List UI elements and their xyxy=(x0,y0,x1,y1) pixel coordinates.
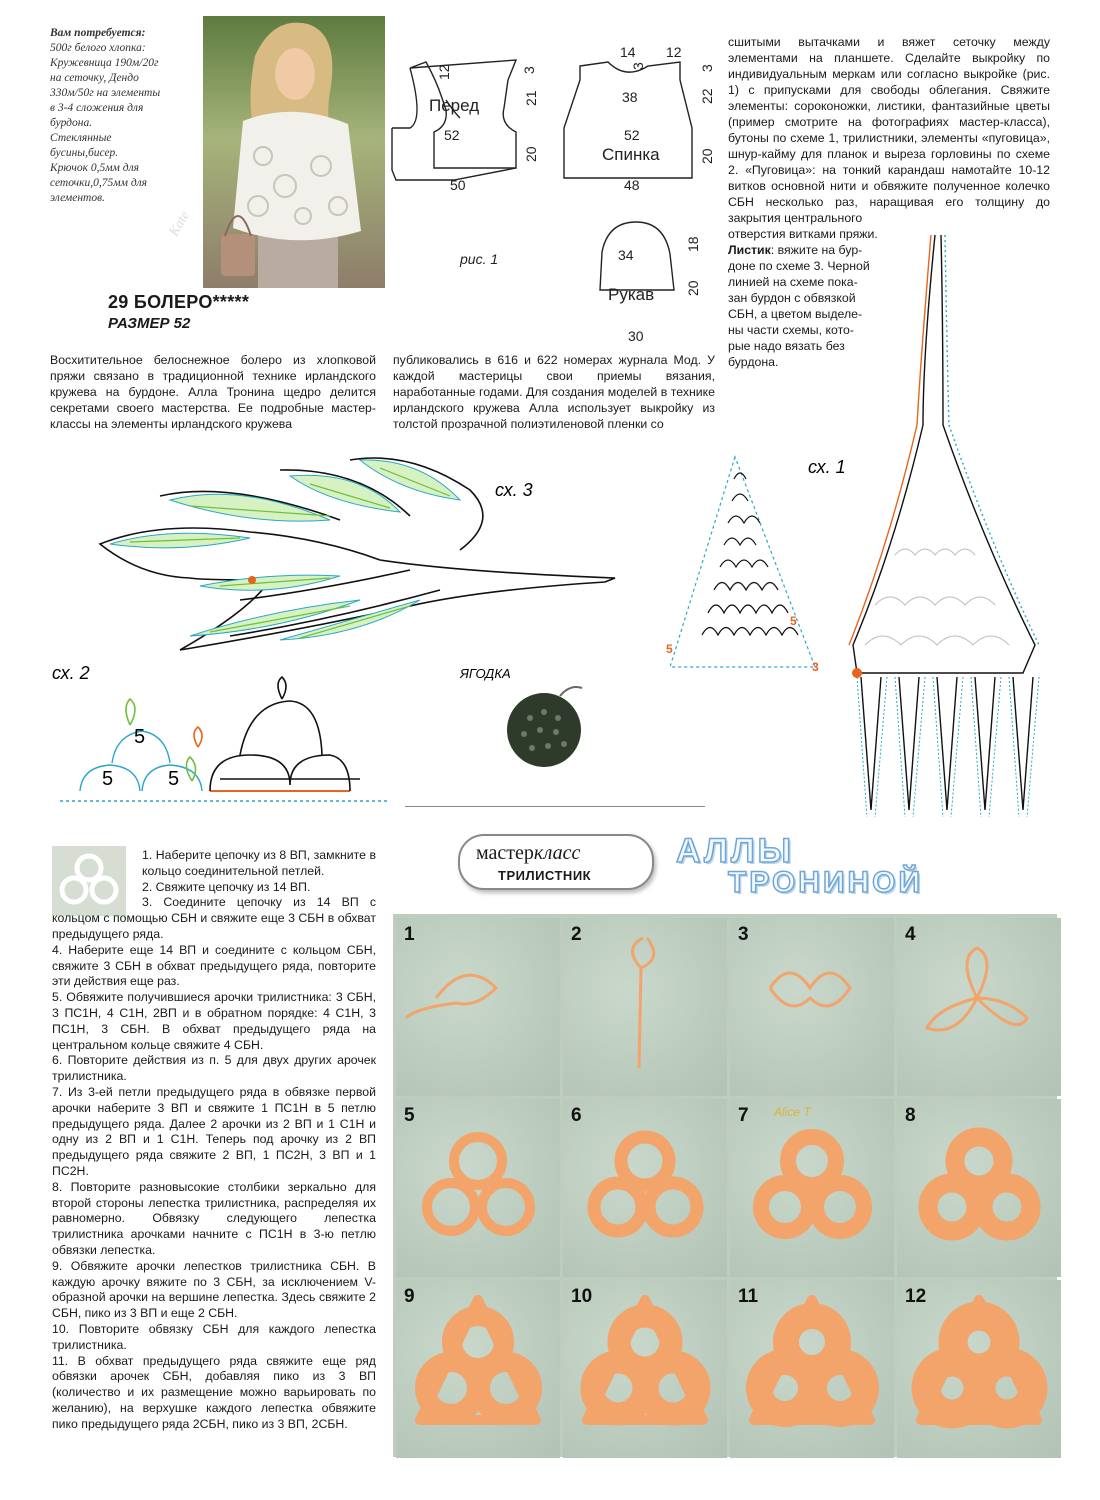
scheme-1-num: 5 xyxy=(666,642,673,656)
masterclass-word2: класс xyxy=(533,842,581,864)
step-photo xyxy=(563,1280,727,1458)
step-photo-number: 10 xyxy=(571,1286,593,1307)
sleeve-dim-20: 20 xyxy=(685,280,701,296)
step-photo xyxy=(730,1099,894,1277)
back-dim-12: 12 xyxy=(666,44,682,60)
materials-line: Крючок 0,5мм для xyxy=(50,162,139,174)
front-dim-21: 21 xyxy=(523,90,539,106)
step-photo xyxy=(897,918,1061,1096)
leaf-line: : вяжите на бур- xyxy=(770,243,863,257)
step-photo-number: 7 xyxy=(738,1105,749,1126)
back-dim-3b: 3 xyxy=(699,64,715,72)
masterclass-word1: мастер xyxy=(476,842,534,864)
step-photo xyxy=(396,1280,560,1458)
start-dot xyxy=(248,576,256,584)
front-dim-3: 3 xyxy=(521,66,537,74)
step-photo-number: 1 xyxy=(404,924,415,945)
leaf-line: зан бурдон с обвязкой xyxy=(728,291,856,305)
sleeve-dim-18: 18 xyxy=(685,236,701,252)
back-dim-22: 22 xyxy=(699,88,715,104)
front-dim-20: 20 xyxy=(523,146,539,162)
step-photo-art xyxy=(563,918,727,1096)
author-name-2: ТРОНИНОЙ xyxy=(728,866,924,899)
leaf-line: бурдона. xyxy=(728,355,779,369)
photo-watermark: Kate xyxy=(166,208,193,239)
materials-line: бусины,бисер. xyxy=(50,147,119,159)
step-item: 2. Свяжите цепочку из 14 ВП. xyxy=(142,879,311,894)
leaf-line: рые надо вязать без xyxy=(728,339,845,353)
materials-heading: Вам потребуется: xyxy=(50,27,146,39)
back-dim-14: 14 xyxy=(620,44,636,60)
step-photo xyxy=(730,1280,894,1458)
scheme-2-num: 5 xyxy=(134,726,146,748)
materials-line: сеточки,0,75мм для xyxy=(50,177,148,189)
sleeve-label: Рукав xyxy=(608,285,655,304)
project-size: РАЗМЕР 52 xyxy=(108,315,191,332)
back-dim-3a: 3 xyxy=(630,62,646,70)
step-photo xyxy=(563,1099,727,1277)
scheme-1-label: сх. 1 xyxy=(808,457,846,477)
author-name-1: АЛЛЫ xyxy=(676,832,794,870)
step-item: 8. Повторите разновысокие столбики зеркально для второй стороны лепестка трилистника, распределяя их равномерно. Обвязку следующего лепестка трилистника арочками начните с ПС1Н в 3-ю петлю обвязки лепестка. xyxy=(52,1179,376,1257)
back-dim-48: 48 xyxy=(624,177,640,193)
sleeve-dim-34: 34 xyxy=(618,247,634,263)
step-photo-number: 11 xyxy=(738,1286,759,1307)
step-photo-number: 3 xyxy=(738,924,749,945)
materials-line: элементов. xyxy=(50,192,105,204)
right-text: сшитыми вытачками и вяжет сеточку между элементами на планшете. Сделайте выкройку по индивидуальным меркам или согласно выкройке (рис. 1) с припусками для свободы облегания. Свяжите элементы: сороконожки, листики, фантазийные цветы (пример смотрите на фотографиях мастер-класса), бутоны по схеме 1, трилистники, элементы «пуговица», шнур-кайму для планок и выреза горловины по схеме 2. «Пуговица»: на тонкий карандаш намотайте 10-12 витков основной нити и обвяжите полученное колечко СБН несколько раз, наращивая его толщину до закрытия центрального xyxy=(728,35,1050,225)
back-dim-20: 20 xyxy=(699,148,715,164)
step-photo-number: 8 xyxy=(905,1105,916,1126)
scheme-2-num: 5 xyxy=(168,768,180,790)
step-item: 6. Повторите действия из п. 5 для двух других арочек трилистника. xyxy=(52,1053,376,1084)
scheme-1-bud xyxy=(835,225,1060,825)
divider xyxy=(405,806,705,807)
front-dim-12: 12 xyxy=(436,64,452,80)
step-photo-number: 2 xyxy=(571,924,582,945)
masterclass-subtitle: ТРИЛИСТНИК xyxy=(498,868,592,883)
step-item: 11. В обхват предыдущего ряда свяжите еще ряд обвязки арочек СБН, добавляя пико из 3 ВП (количество и их размещение можно варьировать по желанию), на верхушке каждого лепестка обвяжите пико предыдущего ряда 2СБН, пико из 3 ВП, 2СБН. xyxy=(52,1353,376,1431)
figure-caption: рис. 1 xyxy=(460,251,499,267)
step-photo-art xyxy=(396,1280,560,1458)
step-item: 4. Наберите еще 14 ВП и соедините с кольцом СБН, свяжите 3 СБН в обхват предыдущего ряда, повторите эти действия еще раз. xyxy=(52,942,376,989)
scheme-1-num: 5 xyxy=(790,614,797,628)
step-photo-art xyxy=(396,918,560,1096)
intro-column-2: публиковались в 616 и 622 номерах журнала Мод. У каждой мастерицы свои приемы вязания, наработанные годами. Для создания моделей в технике ирландского кружева Алла использует выкройку из толстой прозрачной полиэтиленовой пленки со xyxy=(393,353,715,431)
step-item: 1. Наберите цепочку из 8 ВП, замкните в кольцо соединительной петлей. xyxy=(142,848,376,878)
step-photo-art xyxy=(897,1099,1061,1277)
step-photo xyxy=(897,1099,1061,1277)
model-photo xyxy=(166,16,385,288)
step-photo-art xyxy=(730,1099,894,1277)
step-photo-number: 12 xyxy=(905,1286,927,1307)
scheme-2-num: 5 xyxy=(102,768,114,790)
step-photo xyxy=(396,918,560,1096)
front-label: Перед xyxy=(429,96,480,115)
materials-line: на сеточку, Дендо xyxy=(50,72,139,84)
materials-list xyxy=(50,26,202,206)
scheme-3-label: сх. 3 xyxy=(495,480,533,500)
model-photo-art xyxy=(203,16,385,288)
step-photo-number: 4 xyxy=(905,924,916,945)
step-item: 7. Из 3-ей петли предыдущего ряда в обвязке первой арочки наберите 3 ВП и свяжите 1 ПС1Н в 5 петлю предыдущего ряда. Далее 2 арочки из 2 ВП и 1 С1Н и одну из 2 ВП и 1 С1Н. Теперь под арочку из 2 ВП предыдущего ряда свяжите 2 ВП, 1 ПС2Н, 3 ВП и 1 ПС2Н. xyxy=(52,1084,376,1178)
sleeve-dim-30: 30 xyxy=(628,328,644,344)
materials-line: Кружевница 190м/20г xyxy=(50,57,159,69)
step-item: 3. Соедините цепочку из 14 ВП с кольцом с помощью СБН и свяжите еще 3 СБН в обхват предыдущего ряда. xyxy=(52,895,376,941)
step-photo-number: 9 xyxy=(404,1286,415,1307)
materials-line: в 3-4 сложения для xyxy=(50,102,144,114)
step-item: 9. Обвяжите арочки лепестков трилистника СБН. В каждую арочку вяжите по 3 СБН, за исключением V-образной арочки на вершине лепестка. Здесь свяжите 2 СБН, пико из 3 ВП и еще 2 СБН. xyxy=(52,1258,376,1321)
masterclass-badge xyxy=(458,834,654,890)
step-photo-grid xyxy=(393,914,1057,1457)
project-title: 29 БОЛЕРО***** xyxy=(108,292,250,312)
back-dim-52: 52 xyxy=(624,127,640,143)
leaf-line: доне по схеме 3. Черной xyxy=(728,259,870,273)
materials-line: 500г белого хлопка: xyxy=(50,42,146,54)
leaf-line: линией на схеме пока- xyxy=(728,275,858,289)
steps-list xyxy=(52,848,376,1432)
scheme-3-leaf xyxy=(80,440,640,690)
right-text-line: отверстия витками пряжи. xyxy=(728,227,878,241)
berry-label: ЯГОДКА xyxy=(460,666,511,681)
front-dim-52: 52 xyxy=(444,127,460,143)
step-photo-art xyxy=(563,1099,727,1277)
pattern-figure-1 xyxy=(388,40,718,345)
step-photo xyxy=(730,918,894,1096)
leaf-line: СБН, а цветом выделе- xyxy=(728,307,863,321)
step-photo-art xyxy=(396,1099,560,1277)
back-dim-38: 38 xyxy=(622,89,638,105)
step-photo xyxy=(563,918,727,1096)
back-label: Спинка xyxy=(602,145,660,164)
step-photo xyxy=(396,1099,560,1277)
step-item: 10. Повторите обвязку СБН для каждого лепестка трилистника. xyxy=(52,1321,376,1352)
step-photo-art xyxy=(897,918,1061,1096)
scheme-2-label: сх. 2 xyxy=(52,663,90,683)
leaf-heading: Листик xyxy=(728,243,771,257)
step-photo-number: 6 xyxy=(571,1105,582,1126)
photo-watermark-2: Alice T xyxy=(774,1105,811,1119)
front-dim-50: 50 xyxy=(450,177,466,193)
berry-illustration xyxy=(460,660,610,775)
materials-line: Стеклянные xyxy=(50,132,112,144)
leaf-line: ны части схемы, кото- xyxy=(728,323,854,337)
intro-column-1: Восхитительное белоснежное болеро из хлопковой пряжи связано в традиционной технике ирландского кружева на бурдоне. Алла Тронина щедро делится секретами своего мастерства. Ее подробные мастер-классы на элементы ирландского кружева xyxy=(50,353,376,431)
scheme-2 xyxy=(50,655,400,815)
step-photo xyxy=(897,1280,1061,1458)
step-item: 5. Обвяжите получившиеся арочки трилистника: 3 СБН, 3 ПС1Н, 4 С1Н, 2ВП и в обратном порядке: 4 С1Н, 3 ПС1Н, 3 СБН. В обхват предыдущего ряда на центральном кольце свяжите 4 СБН. xyxy=(52,990,376,1052)
step-photo-art xyxy=(730,918,894,1096)
materials-line: 330м/50г на элементы xyxy=(50,87,161,99)
step-photo-number: 5 xyxy=(404,1105,415,1126)
materials-line: бурдона. xyxy=(50,117,93,129)
scheme-1-num: 3 xyxy=(812,660,819,674)
